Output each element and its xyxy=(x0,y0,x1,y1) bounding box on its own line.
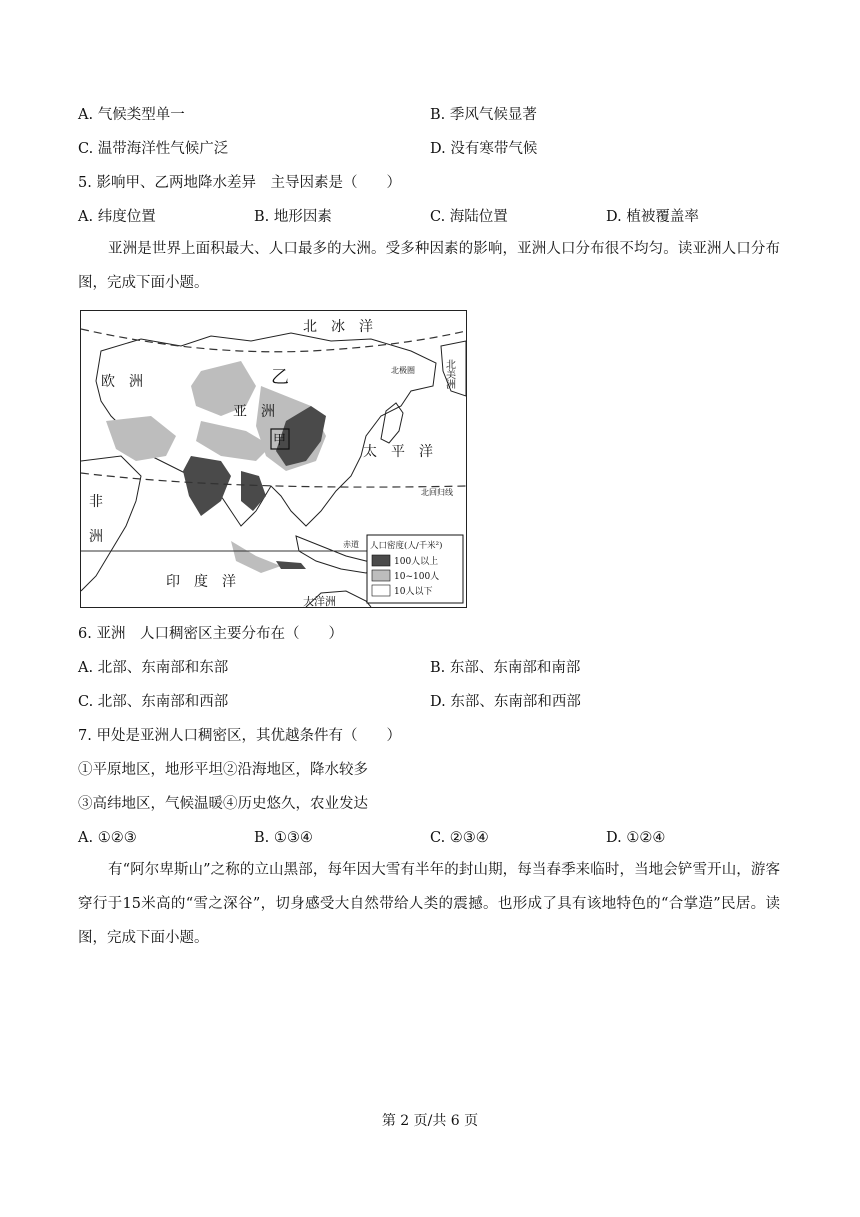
q5-option-c: C. 海陆位置 xyxy=(430,209,508,225)
q7-option-b: B. ①③④ xyxy=(254,830,313,846)
legend-swatch-low xyxy=(372,585,390,596)
legend-swatch-medium xyxy=(372,570,390,581)
question-6-stem: 6. 亚洲 人口稠密区主要分布在（ ） xyxy=(78,626,343,642)
q7-option-a: A. ①②③ xyxy=(78,830,137,846)
intro-paragraph-asia-population: 亚洲是世界上面积最大、人口最多的大洲。受多种因素的影响，亚洲人口分布很不均匀。读亚洲人口分布图，完成下面小题。 xyxy=(78,241,780,291)
label-pacific: 太 平 洋 xyxy=(363,444,433,460)
label-arctic-ocean: 北 冰 洋 xyxy=(303,319,373,335)
label-asia: 亚 洲 xyxy=(233,404,275,420)
density-medium-sea xyxy=(231,541,281,573)
q7-condition-line-1: ①平原地区，地形平坦②沿海地区，降水较多 xyxy=(78,762,368,778)
legend-label-low: 10人以下 xyxy=(394,587,433,597)
label-north-america: 北美洲 xyxy=(443,359,455,389)
legend-title: 人口密度(人/千米²) xyxy=(370,541,443,551)
label-tropic-of-cancer: 北回归线 xyxy=(421,488,453,497)
legend-label-medium: 10~100人 xyxy=(394,572,440,582)
map-legend xyxy=(367,535,463,603)
q6-option-d: D. 东部、东南部和西部 xyxy=(430,694,581,710)
label-indian-ocean: 印 度 洋 xyxy=(166,574,236,590)
q6-option-b: B. 东部、东南部和南部 xyxy=(430,660,581,676)
option-b: B. 季风气候显著 xyxy=(430,107,537,123)
option-d: D. 没有寒带气候 xyxy=(430,141,538,157)
q6-option-c: C. 北部、东南部和西部 xyxy=(78,694,229,710)
label-africa-1: 非 xyxy=(89,494,103,510)
label-europe: 欧 洲 xyxy=(101,374,143,390)
q7-option-d: D. ①②④ xyxy=(606,830,666,846)
q7-condition-line-2: ③高纬地区，气候温暖④历史悠久，农业发达 xyxy=(78,796,368,812)
q6-option-a: A. 北部、东南部和东部 xyxy=(78,660,229,676)
legend-label-high: 100人以上 xyxy=(394,557,439,567)
label-africa-2: 洲 xyxy=(89,529,103,545)
option-a: A. 气候类型单一 xyxy=(78,107,185,123)
legend-swatch-high xyxy=(372,555,390,566)
density-medium-west-asia xyxy=(106,416,176,461)
label-yi: 乙 xyxy=(271,367,289,388)
label-equator: 赤道 xyxy=(343,540,359,549)
option-c: C. 温带海洋性气候广泛 xyxy=(78,141,229,157)
density-high-java xyxy=(276,561,306,569)
q5-option-d: D. 植被覆盖率 xyxy=(606,209,699,225)
question-5-stem: 5. 影响甲、乙两地降水差异 主导因素是（ ） xyxy=(78,175,401,191)
asia-population-map xyxy=(80,310,467,608)
density-high-india xyxy=(183,456,231,516)
arctic-circle-line xyxy=(81,329,466,352)
q7-option-c: C. ②③④ xyxy=(430,830,489,846)
label-arctic-circle: 北极圈 xyxy=(391,366,415,375)
page-footer: 第 2 页/共 6 页 xyxy=(381,1113,479,1129)
q5-option-a: A. 纬度位置 xyxy=(78,209,156,225)
intro-paragraph-tateyama: 有“阿尔卑斯山”之称的立山黑部，每年因大雪有半年的封山期，每当春季来临时，当地会铲雪开山，游客穿行于15米高的“雪之深谷”，切身感受大自然带给人类的震撼。也形成了具有该地特色的“合掌造”民居。读图，完成下面小题。 xyxy=(78,862,780,946)
density-high-indochina xyxy=(241,471,266,511)
question-7-stem: 7. 甲处是亚洲人口稠密区，其优越条件有（ ） xyxy=(78,728,401,744)
label-jia: 甲 xyxy=(273,433,287,448)
label-oceania: 大洋洲 xyxy=(303,595,336,607)
q5-option-b: B. 地形因素 xyxy=(254,209,332,225)
japan-outline xyxy=(381,403,403,443)
